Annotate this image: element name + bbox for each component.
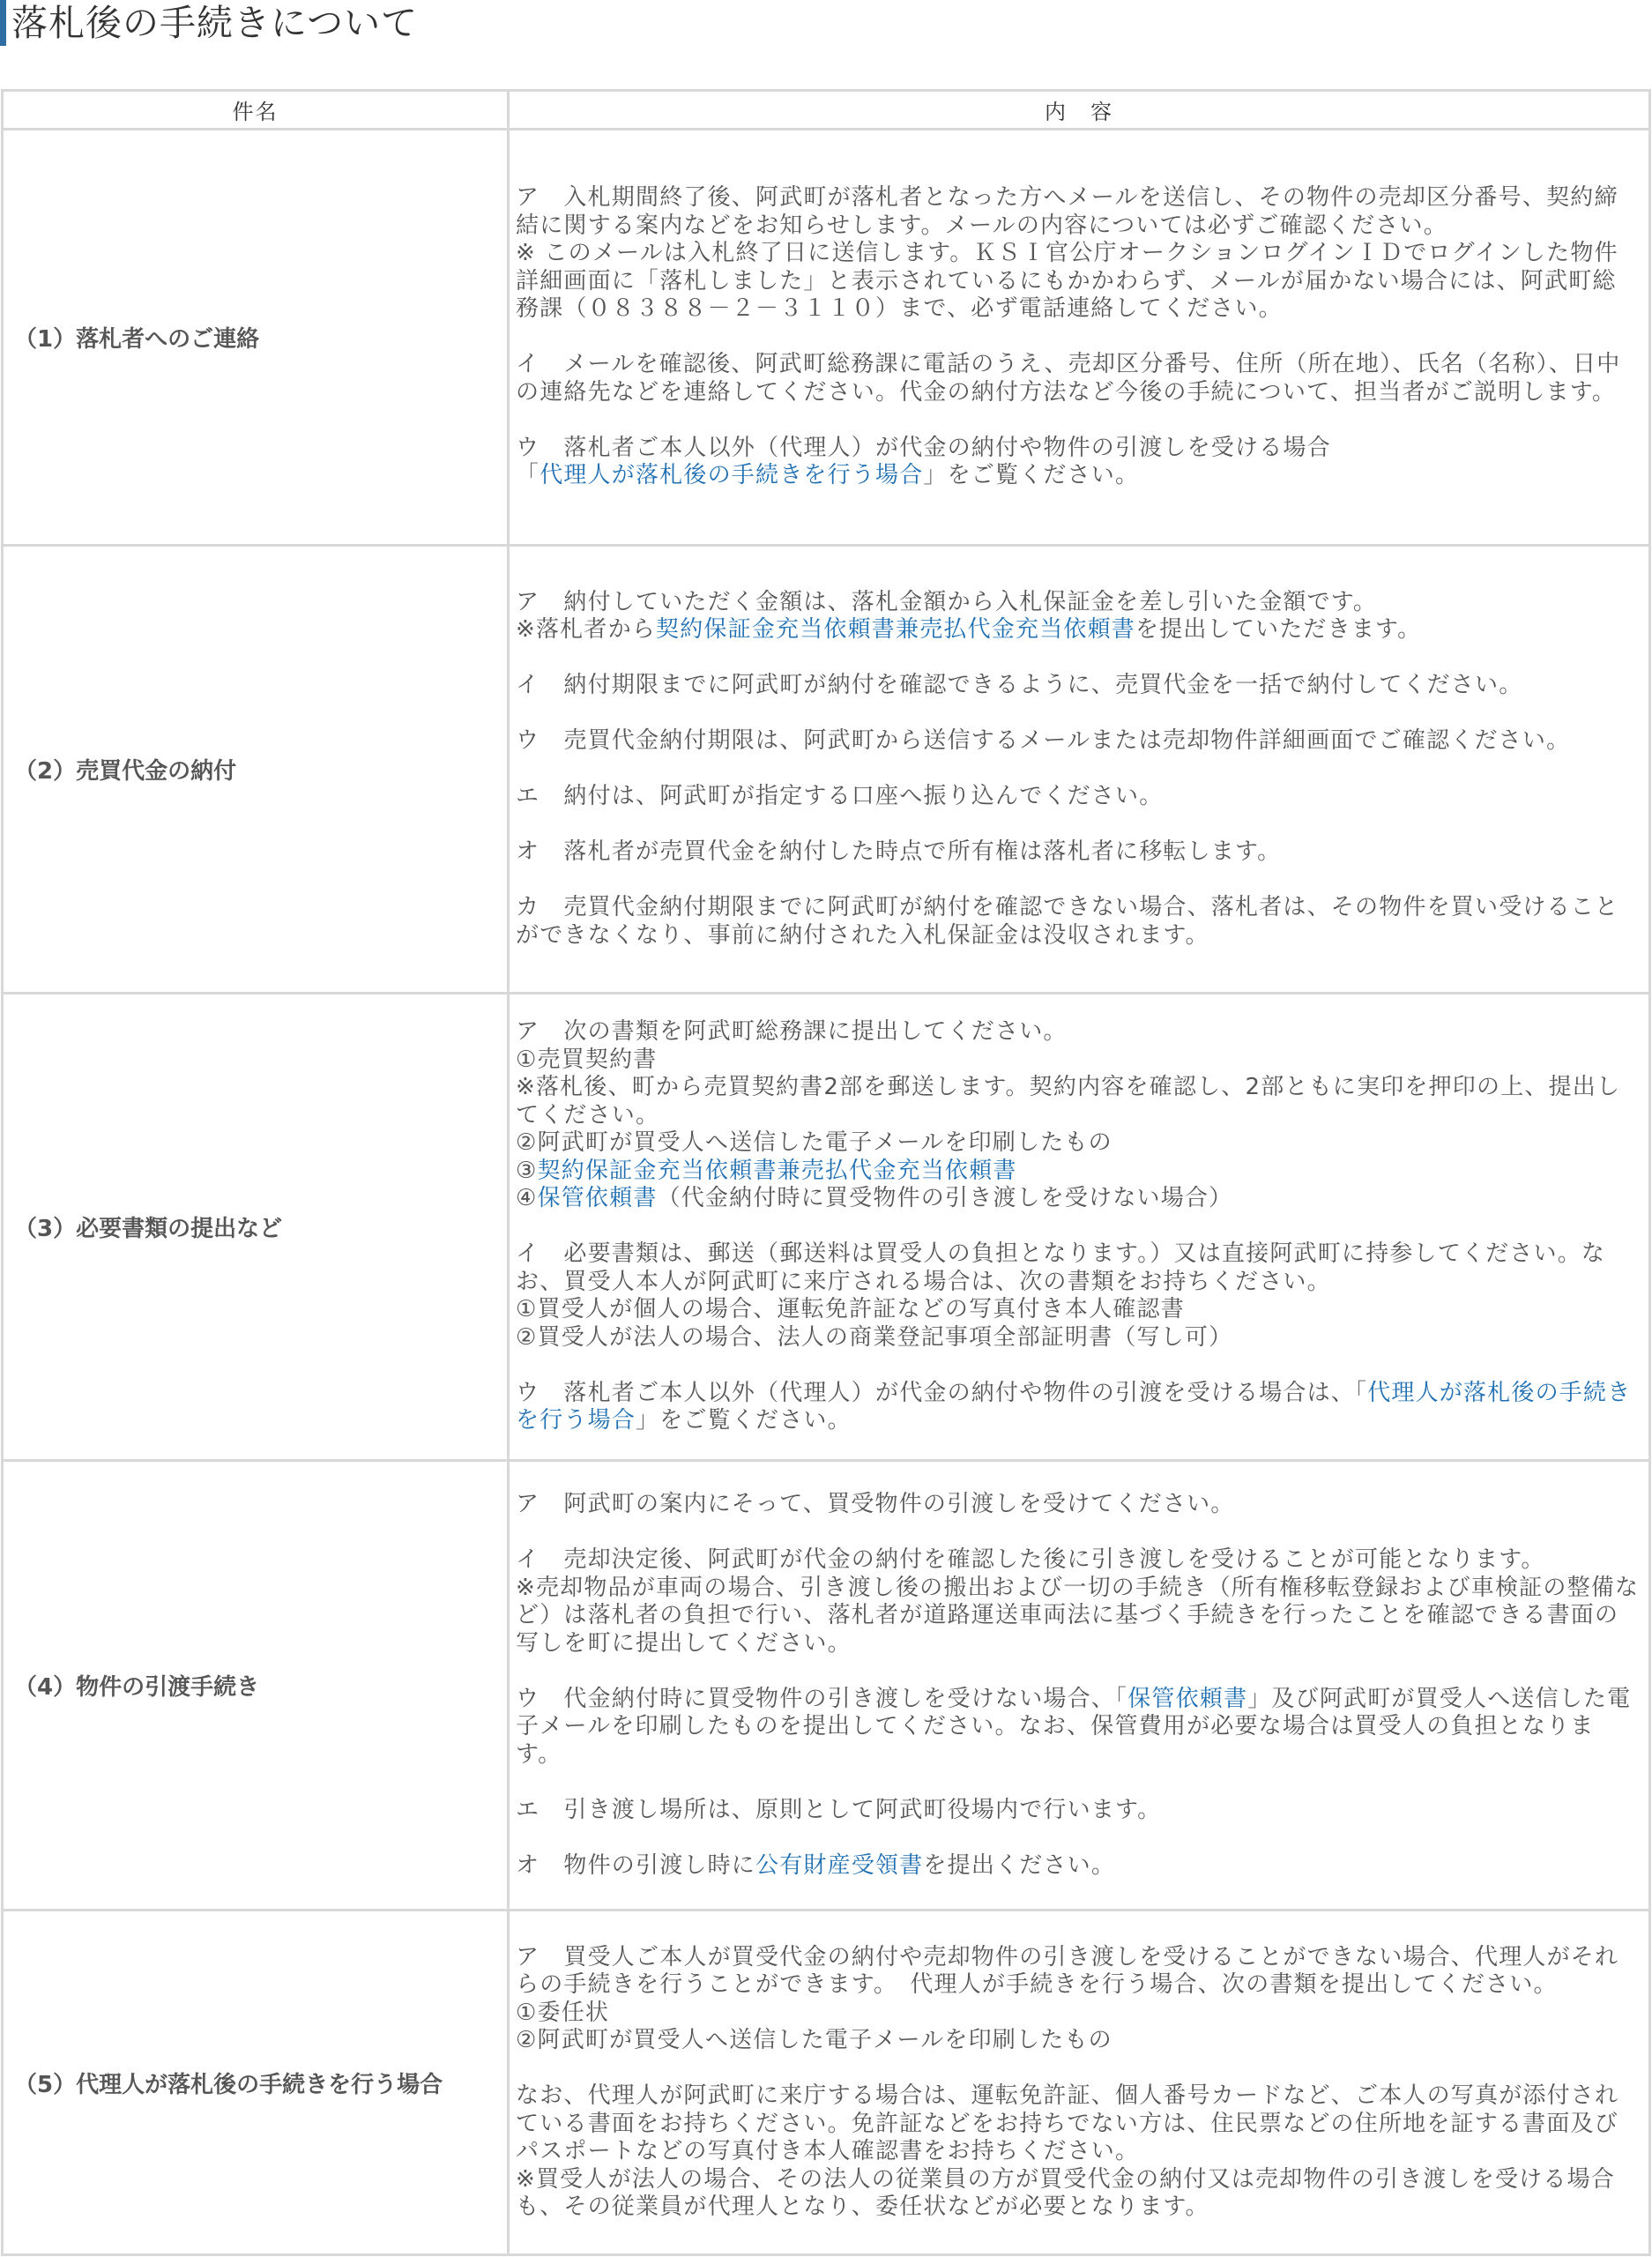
row-content: [509, 546, 1650, 994]
row-label: （1）落札者へのご連絡: [3, 130, 509, 546]
table-header-row: [3, 91, 1650, 130]
table-row: [3, 1461, 1650, 1911]
paragraph-text: ②阿武町が買受人へ送信した電子メールを印刷したもの: [516, 2027, 1112, 2053]
paragraph-text: ②阿武町が買受人へ送信した電子メールを印刷したもの: [516, 1129, 1112, 1157]
text: を提出していただきます。: [1135, 616, 1422, 644]
row-content: [509, 1911, 1650, 2255]
paragraph-text: ※ このメールは入札終了日に送信します。ＫＳＩ官公庁オークションログインＩＤでログインした物件詳細画面に「落札しました」と表示されているにもかかわらず、メールが届かない場合には、阿武町総務課（０８３８８－２－３１１０）まで、必ず電話連絡してください。: [516, 240, 1619, 323]
proxy-procedure-link[interactable]: 代理人が落札後の手続きを行う場合: [540, 462, 924, 489]
procedure-table: [1, 89, 1651, 2256]
row-content: [509, 130, 1650, 546]
paragraph-text: ※落札後、町から売買契約書2部を郵送します。契約内容を確認し、2部ともに実印を押印の上、提出してください。: [516, 1074, 1621, 1128]
paragraph-text: エ 引き渡し場所は、原則として阿武町役場内で行います。: [516, 1796, 1162, 1823]
text: オ 物件の引渡し時に: [516, 1851, 756, 1879]
table-row: [3, 994, 1650, 1461]
paragraph-text: イ 納付期限までに阿武町が納付を確認できるように、売買代金を一括で納付してください。: [516, 672, 1523, 699]
paragraph-text: ※売却物品が車両の場合、引き渡し後の搬出および一切の手続き（所有権移転登録および車検証の整備など）は落札者の負担で行い、落札者が道路運送車両法に基づく手続きを行ったことを確認できる書面の写しを町に提出してください。: [516, 1574, 1640, 1657]
text: 」をご覧ください。: [636, 1407, 852, 1434]
paragraph-text: ①委任状: [516, 1999, 610, 2026]
paragraph-text: カ 売買代金納付期限までに阿武町が納付を確認できない場合、落札者は、その物件を買い受けることができなくなり、事前に納付された入札保証金は没収されます。: [516, 894, 1619, 949]
paragraph-text: なお、代理人が阿武町に来庁する場合は、運転免許証、個人番号カードなど、ご本人の写真が添付されている書面をお持ちください。免許証などをお持ちでない方は、住民票などの住所地を証する書面及びパスポートなどの写真付き本人確認書をお持ちください。: [516, 2082, 1619, 2164]
text: （代金納付時に買受物件の引き渡しを受けない場合）: [657, 1185, 1233, 1212]
paragraph-text: ア 次の書類を阿武町総務課に提出してください。: [516, 1018, 1068, 1046]
deposit-request-form-link[interactable]: 契約保証金充当依頼書兼売払代金充当依頼書: [537, 1157, 1017, 1184]
text: ※落札者から: [516, 616, 656, 644]
table-row: [3, 1911, 1650, 2255]
paragraph-text: ウ 落札者ご本人以外（代理人）が代金の納付や物件の引渡しを受ける場合: [516, 434, 1331, 461]
row-content: [509, 994, 1650, 1461]
text: ウ 代金納付時に買受物件の引き渡しを受けない場合、「: [516, 1685, 1128, 1712]
text: ④: [516, 1185, 538, 1212]
row-label: （2）売買代金の納付: [3, 546, 509, 994]
paragraph-text: イ 必要書類は、郵送（郵送料は買受人の負担となります。）又は直接阿武町に持参してください。なお、買受人本人が阿武町に来庁される場合は、次の書類をお持ちください。: [516, 1240, 1606, 1295]
text: を提出ください。: [923, 1851, 1116, 1879]
text: 」をご覧ください。: [923, 462, 1140, 489]
paragraph-text: ②買受人が法人の場合、法人の商業登記事項全部証明書（写し可）: [516, 1323, 1233, 1351]
row-content: [509, 1461, 1650, 1911]
custody-request-form-link[interactable]: 保管依頼書: [537, 1185, 658, 1212]
text: 」及び阿武町が買受人へ送信した電子メールを印刷したものを提出してください。なお、保管費用が必要な場合は買受人の負担となります。: [516, 1685, 1632, 1768]
public-property-receipt-link[interactable]: 公有財産受領書: [755, 1851, 924, 1879]
header-subject: 件名: [3, 91, 509, 130]
paragraph-text: ア 納付していただく金額は、落札金額から入札保証金を差し引いた金額です。: [516, 588, 1378, 615]
paragraph-text: ア 入札期間終了後、阿武町が落札者となった方へメールを送信し、その物件の売却区分番号、契約締結に関する案内などをお知らせします。メールの内容については必ずご確認ください。: [516, 184, 1619, 239]
page-title: 落札後の手続きについて: [0, 0, 617, 46]
proxy-procedure-link[interactable]: 代理人が落札後の手続きを行う場合: [516, 1379, 1632, 1434]
paragraph-text: ①買受人が個人の場合、運転免許証などの写真付き本人確認書: [516, 1296, 1185, 1323]
text: ③: [516, 1157, 538, 1184]
deposit-request-form-link[interactable]: 契約保証金充当依頼書兼売払代金充当依頼書: [656, 616, 1136, 644]
row-label: （5）代理人が落札後の手続きを行う場合: [3, 1911, 509, 2255]
paragraph-text: ①売買契約書: [516, 1046, 658, 1073]
paragraph-text: エ 納付は、阿武町が指定する口座へ振り込んでください。: [516, 783, 1164, 810]
row-label: （3）必要書類の提出など: [3, 994, 509, 1461]
paragraph-text: ア 阿武町の案内にそって、買受物件の引渡しを受けてください。: [516, 1491, 1235, 1517]
text: ウ 落札者ご本人以外（代理人）が代金の納付や物件の引渡を受ける場合は、「: [516, 1379, 1368, 1406]
row-label: （4）物件の引渡手続き: [3, 1461, 509, 1911]
table-row: [3, 546, 1650, 994]
paragraph-text: オ 落札者が売買代金を納付した時点で所有権は落札者に移転します。: [516, 838, 1282, 866]
header-content: 内 容: [509, 91, 1650, 130]
text: 「: [516, 462, 540, 489]
paragraph-text: ア 買受人ご本人が買受代金の納付や売却物件の引き渡しを受けることができない場合、代理人がそれらの手続きを行うことができます。 代理人が手続きを行う場合、次の書類を提出してください。: [516, 1943, 1619, 1998]
table-row: [3, 130, 1650, 546]
custody-request-form-link[interactable]: 保管依頼書: [1127, 1685, 1248, 1712]
paragraph-text: ※買受人が法人の場合、その法人の従業員の方が買受代金の納付又は売却物件の引き渡しを受ける場合も、その従業員が代理人となり、委任状などが必要となります。: [516, 2165, 1615, 2220]
paragraph-text: イ メールを確認後、阿武町総務課に電話のうえ、売却区分番号、住所（所在地）、氏名（名称）、日中の連絡先などを連絡してください。代金の納付方法など今後の手続について、担当者がご説明します。: [516, 351, 1621, 406]
paragraph-text: イ 売却決定後、阿武町が代金の納付を確認した後に引き渡しを受けることが可能となります。: [516, 1546, 1545, 1573]
paragraph-text: ウ 売買代金納付期限は、阿武町から送信するメールまたは売却物件詳細画面でご確認ください。: [516, 727, 1571, 755]
